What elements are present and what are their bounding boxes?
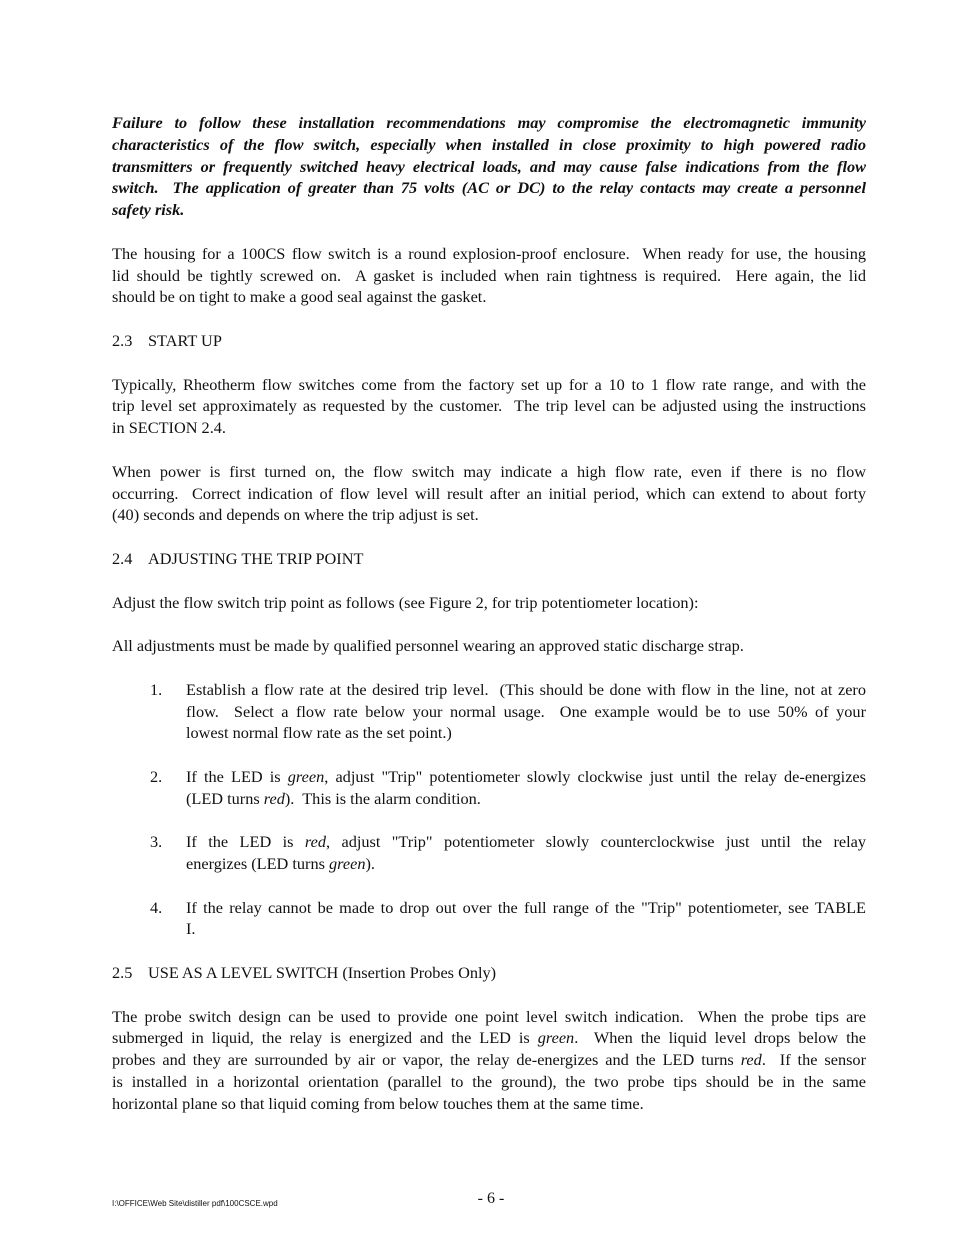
paragraph [112, 592, 866, 614]
section-number: 2.4 [112, 548, 133, 568]
emphasis-run: green [287, 766, 325, 786]
text-run: occurring. Correct indication of flow level will result after an initial period, which can extend to about forty [112, 483, 866, 503]
text-run: Failure to follow these installation recommendations may compromise the electromagnetic immunity [112, 113, 866, 132]
text-line [112, 1006, 866, 1028]
text-run: trip level set approximately as requested by the customer. The trip level can be adjusted using the instructions [112, 396, 866, 416]
text-line [186, 897, 866, 919]
text-line [112, 395, 866, 417]
text-run: safety risk. [112, 200, 185, 220]
text-line [112, 199, 866, 221]
text-run: ). This is the alarm condition. [284, 788, 481, 808]
text-run: lid should be tightly screwed on. A gasket is included when rain tightness is required. Here again, the lid [112, 265, 866, 285]
text-line [112, 1093, 866, 1115]
text-run: horizontal plane so that liquid coming from below touches them at the same time. [112, 1093, 644, 1113]
paragraph [112, 1006, 866, 1115]
text-run: , adjust "Trip" potentiometer slowly counterclockwise just until the relay [326, 832, 866, 852]
text-run: . When the liquid level drops below the [574, 1028, 866, 1048]
text-run: (40) seconds and depends on where the trip adjust is set. [112, 505, 479, 525]
list-item [112, 679, 866, 744]
text-line [186, 722, 866, 744]
list-item [112, 897, 866, 941]
emphasis-run: green [537, 1028, 575, 1048]
text-line [112, 592, 866, 614]
text-run: flow. Select a flow rate below your normal usage. One example would be to use 50% of your [186, 701, 866, 721]
text-line [112, 417, 866, 439]
paragraph [112, 461, 866, 526]
paragraph [112, 635, 866, 657]
text-run: If the LED is [186, 766, 288, 786]
list-item [112, 766, 866, 810]
text-line [112, 483, 866, 505]
list-item-number: 4. [150, 897, 163, 917]
text-run: submerged in liquid, the relay is energized and the LED is [112, 1028, 538, 1048]
text-line [112, 1027, 866, 1049]
paragraph [112, 374, 866, 439]
text-line [186, 918, 866, 940]
section-number: 2.3 [112, 330, 133, 350]
file-path: I:\OFFICE\Web Site\distiller pdf\100CSCE.wpd [112, 1199, 278, 1208]
text-run: Typically, Rheotherm flow switches come from the factory set up for a 10 to 1 flow rate range, and with the [112, 374, 866, 394]
text-line [112, 1071, 866, 1093]
emphasis-run: red [304, 832, 326, 852]
text-line [112, 134, 866, 156]
text-line [186, 766, 866, 788]
emphasis-run: red [740, 1050, 762, 1070]
text-line [186, 701, 866, 723]
list-item-number: 1. [150, 679, 163, 699]
text-line [112, 461, 866, 483]
section-title: ADJUSTING THE TRIP POINT [148, 548, 364, 568]
text-run: Adjust the flow switch trip point as follows (see Figure 2, for trip potentiometer location): [112, 592, 699, 612]
text-run: is installed in a horizontal orientation (parallel to the ground), the two probe tips should be in the same [112, 1072, 866, 1092]
list-item-number: 2. [150, 766, 163, 786]
paragraph [112, 243, 866, 308]
text-run: switch. The application of greater than 75 volts (AC or DC) to the relay contacts may create a personnel [112, 178, 866, 198]
text-line [186, 853, 866, 875]
text-line [112, 504, 866, 526]
section-title: USE AS A LEVEL SWITCH (Insertion Probes Only) [148, 963, 497, 983]
text-run: should be on tight to make a good seal against the gasket. [112, 287, 487, 307]
text-line [112, 156, 866, 178]
text-run: If the LED is [186, 832, 305, 852]
text-run: , adjust "Trip" potentiometer slowly clockwise just until the relay de-energizes [324, 766, 866, 786]
text-run: characteristics of the flow switch, especially when installed in close proximity to high powered radio [112, 134, 866, 154]
text-run: When power is first turned on, the flow switch may indicate a high flow rate, even if there is no flow [112, 461, 866, 481]
page-number: - 6 - [477, 1190, 505, 1207]
section-title: START UP [148, 330, 222, 350]
warning-paragraph [112, 112, 866, 221]
text-run: energizes (LED turns [186, 854, 330, 874]
section-heading [112, 962, 866, 984]
text-line [112, 243, 866, 265]
text-run: Establish a flow rate at the desired trip level. (This should be done with flow in the line, not at zero [186, 679, 866, 699]
text-line [112, 286, 866, 308]
emphasis-run: red [263, 788, 285, 808]
text-run: All adjustments must be made by qualified personnel wearing an approved static discharge strap. [112, 636, 744, 656]
text-run: ). [365, 854, 375, 874]
text-run: transmitters or frequently switched heavy electrical loads, and may cause false indications from the flow [112, 156, 866, 176]
text-line [186, 788, 866, 810]
text-run: (LED turns [186, 788, 264, 808]
text-line [112, 177, 866, 199]
emphasis-run: green [329, 854, 366, 874]
text-line [186, 831, 866, 853]
section-heading [112, 548, 866, 570]
text-run: probes and they are surrounded by air or vapor, the relay de-energizes and the LED turns [112, 1050, 741, 1070]
text-line [112, 635, 866, 657]
section-number: 2.5 [112, 963, 133, 983]
page-body [112, 112, 866, 1136]
list-item [112, 831, 866, 875]
section-heading [112, 330, 866, 352]
text-run: . If the sensor [761, 1050, 866, 1070]
text-run: The housing for a 100CS flow switch is a round explosion-proof enclosure. When ready for use, the housing [112, 243, 866, 263]
text-run: If the relay cannot be made to drop out over the full range of the "Trip" potentiometer, see TABLE [186, 897, 866, 917]
text-line [112, 265, 866, 287]
text-run: The probe switch design can be used to provide one point level switch indication. When the probe tips are [112, 1006, 866, 1026]
text-line [112, 1049, 866, 1071]
text-line [186, 679, 866, 701]
text-line [112, 112, 866, 134]
text-run: lowest normal flow rate as the set point.) [186, 723, 452, 743]
text-run: in SECTION 2.4. [112, 418, 226, 438]
text-line [112, 374, 866, 396]
text-run: I. [186, 919, 196, 939]
list-item-number: 3. [150, 832, 163, 852]
